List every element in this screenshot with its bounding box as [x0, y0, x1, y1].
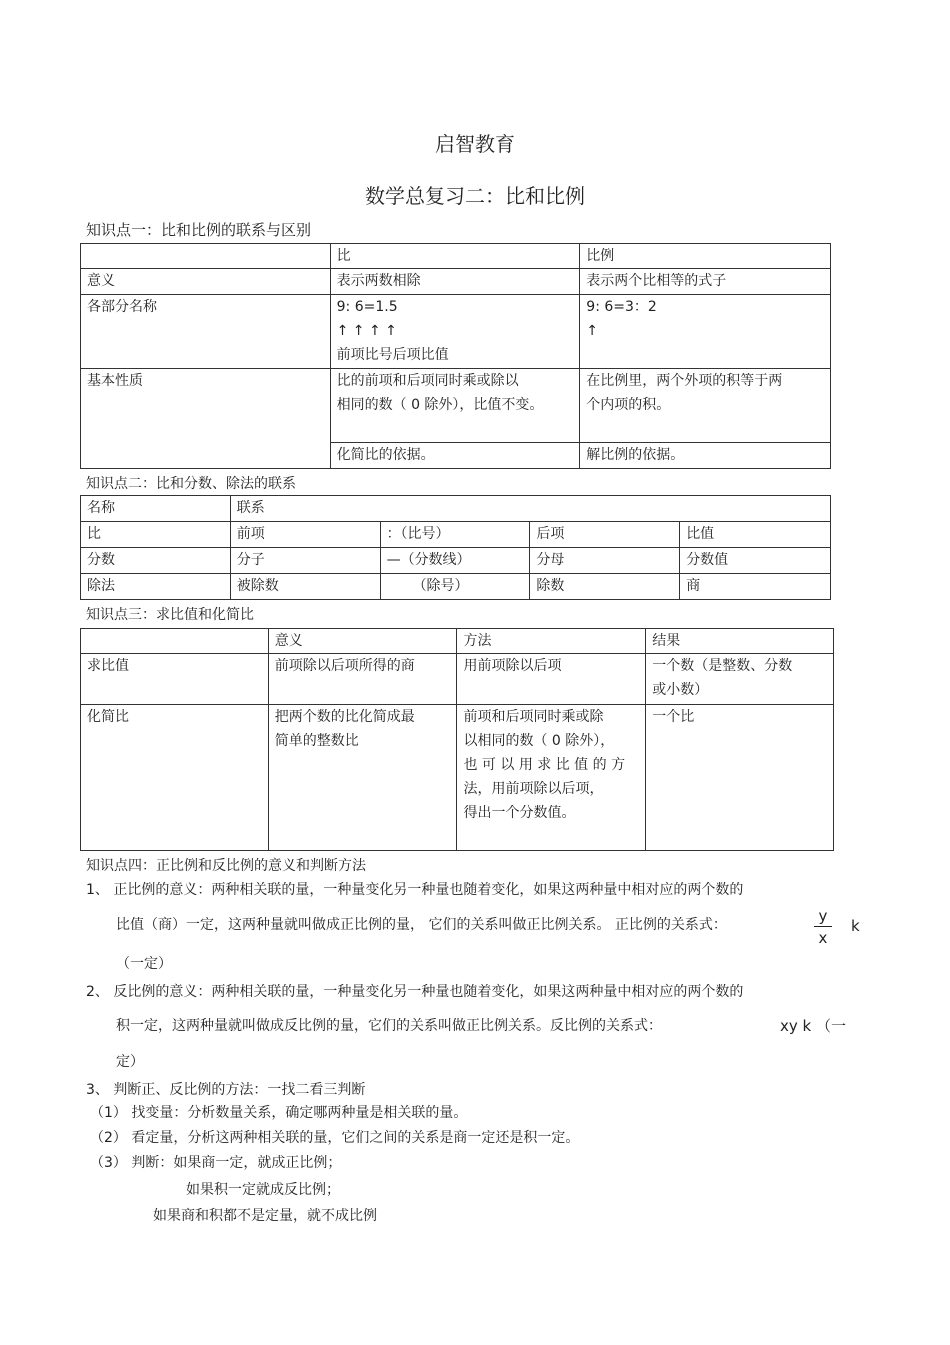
table-row	[81, 705, 834, 851]
table-row	[81, 522, 831, 548]
table-cell: （除号）	[380, 574, 530, 600]
step-2: （2） 看定量，分析这两种相关联的量，它们之间的关系是商一定还是积一定。	[90, 1130, 580, 1146]
table-cell: 商	[680, 574, 831, 600]
formula-numerator: y	[818, 907, 828, 925]
kp1-table	[80, 243, 831, 469]
formula-direct	[814, 906, 832, 949]
kp1-ratio-cell: 9: 6=1.5 ↑ ↑ ↑ ↑ 前项比号后项比值	[330, 295, 580, 369]
kp3-header-result: 结果	[646, 629, 834, 654]
step-3-inverse: 如果积一定就成反比例；	[186, 1182, 340, 1198]
table-cell: 分数	[81, 548, 231, 574]
p1-line1: 1、 正比例的意义：两种相关联的量，一种量变化另一种量也随着变化，如果这两种量中相对应的两个数的	[86, 882, 744, 898]
kp3-header-method: 方法	[457, 629, 646, 654]
p1-line3: （一定）	[116, 956, 172, 972]
table-cell: 比	[81, 522, 231, 548]
table-cell: 比值	[680, 522, 831, 548]
kp3-method-cell: 前项和后项同时乘或除 以相同的数（ 0 除外）， 也 可 以 用 求 比 值 的 方 法，用前项除以后项， 得出一个分数值。	[457, 705, 646, 851]
table-cell: 除法	[81, 574, 231, 600]
table-row	[81, 654, 834, 705]
formula-inverse: xy k （一	[780, 1017, 846, 1035]
table-row	[81, 496, 831, 522]
table-row	[81, 574, 831, 600]
kp1-ratio-cell: 化简比的依据。	[330, 443, 580, 469]
kp3-heading: 知识点三：求比值和化简比	[86, 607, 254, 623]
table-cell: 后项	[530, 522, 680, 548]
table-cell: 除数	[530, 574, 680, 600]
kp2-heading: 知识点二：比和分数、除法的联系	[86, 476, 296, 492]
table-cell: 前项	[230, 522, 380, 548]
kp3-row-label: 求比值	[81, 654, 269, 705]
kp1-header-empty	[81, 244, 331, 269]
kp1-heading: 知识点一：比和比例的联系与区别	[86, 221, 312, 239]
kp1-ratio-cell: 比的前项和后项同时乘或除以 相同的数（ 0 除外），比值不变。	[330, 369, 580, 443]
p3-line1: 3、 判断正、反比例的方法：一找二看三判断	[86, 1082, 366, 1098]
table-cell: —（分数线）	[380, 548, 530, 574]
page-title: 启智教育	[435, 132, 515, 156]
step-1: （1） 找变量：分析数量关系，确定哪两种量是相关联的量。	[90, 1105, 468, 1121]
formula-constant: k	[851, 917, 860, 935]
kp3-row-label: 化简比	[81, 705, 269, 851]
table-row	[81, 548, 831, 574]
kp1-proportion-cell: 表示两个比相等的式子	[580, 269, 831, 295]
table-cell: 分母	[530, 548, 680, 574]
kp1-header-ratio: 比	[330, 244, 580, 269]
table-row	[81, 269, 831, 295]
kp1-row-label: 各部分名称	[81, 295, 331, 369]
kp1-proportion-cell: 9: 6=3：2 ↑	[580, 295, 831, 369]
p2-line3: 定）	[116, 1054, 144, 1070]
page-subtitle: 数学总复习二：比和比例	[365, 184, 585, 208]
table-row	[81, 369, 831, 443]
p2-line1: 2、 反比例的意义：两种相关联的量，一种量变化另一种量也随着变化，如果这两种量中相对应的两个数的	[86, 984, 744, 1000]
table-row	[81, 629, 834, 654]
kp2-header-relation: 联系	[230, 496, 830, 522]
kp2-header-name: 名称	[81, 496, 231, 522]
table-cell: ：（比号）	[380, 522, 530, 548]
kp3-result-cell: 一个数（是整数、分数 或小数）	[646, 654, 834, 705]
kp3-header-meaning: 意义	[268, 629, 457, 654]
kp3-method-cell: 用前项除以后项	[457, 654, 646, 705]
kp1-header-proportion: 比例	[580, 244, 831, 269]
step-3-none: 如果商和积都不是定量，就不成比例	[153, 1208, 377, 1224]
table-cell: 分子	[230, 548, 380, 574]
p2-line2: 积一定，这两种量就叫做成反比例的量，它们的关系叫做正比例关系。反比例的关系式：	[116, 1018, 662, 1034]
kp1-row-label: 意义	[81, 269, 331, 295]
table-row	[81, 244, 831, 269]
table-cell: 被除数	[230, 574, 380, 600]
kp4-heading: 知识点四：正比例和反比例的意义和判断方法	[86, 858, 366, 874]
kp3-result-cell: 一个比	[646, 705, 834, 851]
kp3-meaning-cell: 把两个数的比化简成最 简单的整数比	[268, 705, 457, 851]
table-row	[81, 295, 831, 369]
step-3: （3） 判断：如果商一定，就成正比例；	[90, 1155, 342, 1171]
p1-line2: 比值（商）一定，这两种量就叫做成正比例的量， 它们的关系叫做正比例关系。 正比例的关系式：	[116, 917, 727, 933]
kp3-table	[80, 628, 834, 851]
kp1-proportion-cell: 在比例里，两个外项的积等于两 个内项的积。	[580, 369, 831, 443]
kp1-proportion-cell: 解比例的依据。	[580, 443, 831, 469]
kp3-meaning-cell: 前项除以后项所得的商	[268, 654, 457, 705]
kp3-header-empty	[81, 629, 269, 654]
table-cell: 分数值	[680, 548, 831, 574]
formula-denominator: x	[818, 929, 828, 947]
kp1-ratio-cell: 表示两数相除	[330, 269, 580, 295]
kp2-table	[80, 495, 831, 600]
kp1-row-label: 基本性质	[81, 369, 331, 469]
